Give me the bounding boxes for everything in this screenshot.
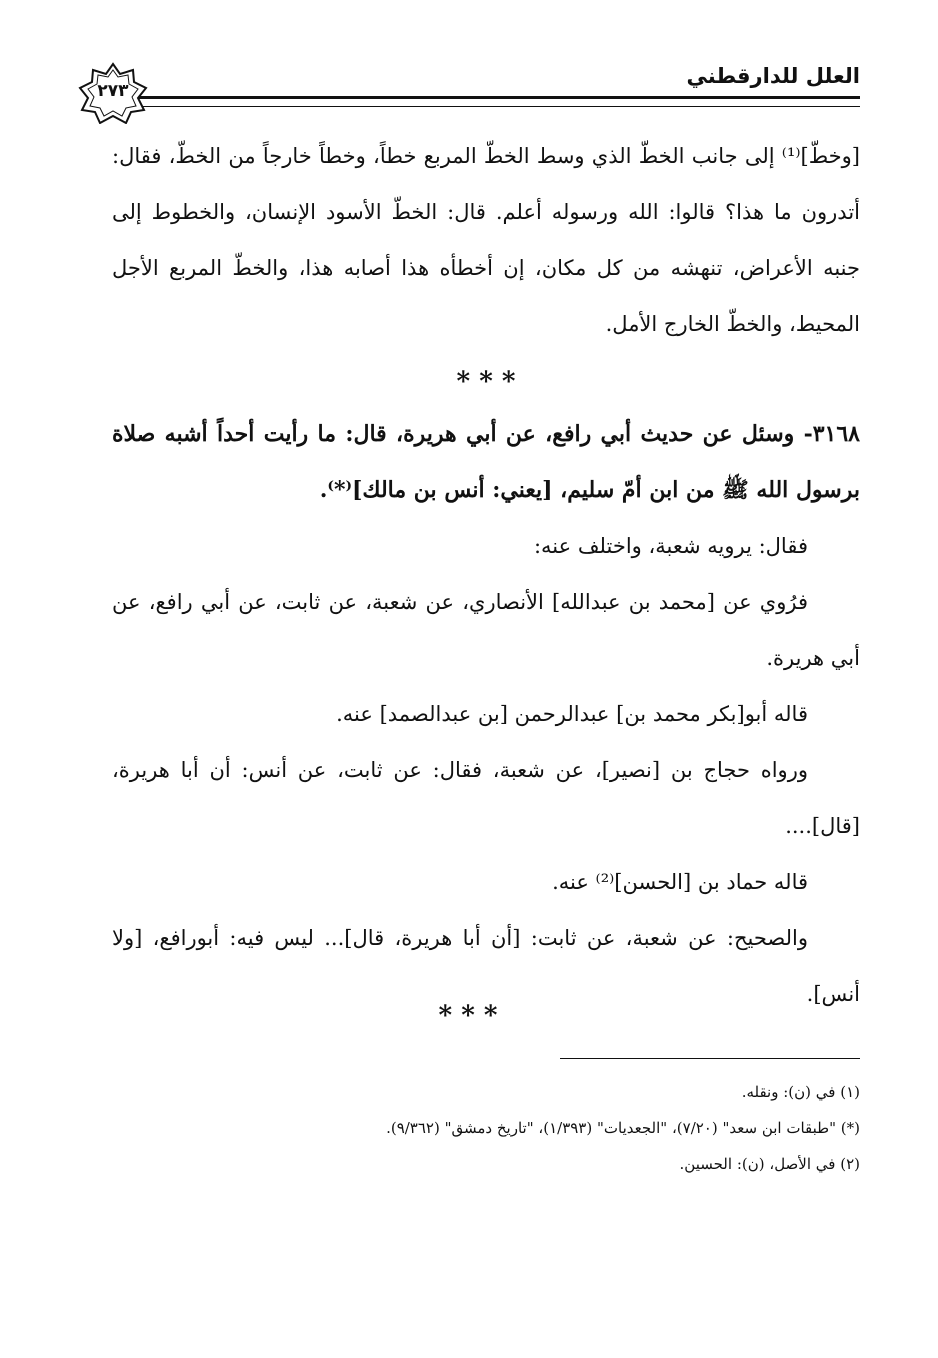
footnote-divider <box>560 1058 860 1059</box>
section-separator: * * * <box>456 367 516 397</box>
end-separator: * * * <box>438 1001 498 1031</box>
answer-line: فقال: يرويه شعبة، واختلف عنه: <box>533 534 808 558</box>
narration-line: قاله حماد بن [الحسن]⁽²⁾ عنه. <box>552 870 808 894</box>
narration-line: قاله أبو[بكر محمد بن] عبدالرحمن [بن عبدالصمد] عنه. <box>336 702 808 726</box>
footnote: (*) "طبقات ابن سعد" (٧/٢٠)، "الجعديات" (١/٣٩٣)، "تاريخ دمشق" (٩/٣٦٢). <box>386 1119 860 1137</box>
narration-line: فرُوي عن [محمد بن عبدالله] الأنصاري، عن شعبة، عن ثابت، عن أبي رافع، عن أبي هريرة. <box>112 590 860 670</box>
question-heading: ٣١٦٨- وسئل عن حديث أبي رافع، عن أبي هريرة، قال: ما رأيت أحداً أشبه صلاة برسول الله ﷺ من ابن أمّ سليم، [يعني: أنس بن مالك]⁽*⁾. <box>112 421 860 503</box>
running-title: العلل للدارقطني <box>686 64 860 88</box>
page-number: ٢٧٣ <box>97 81 129 101</box>
narration-line: ورواه حجاج بن [نصير]، عن شعبة، فقال: عن ثابت، عن أنس: أن أبا هريرة، [قال].... <box>112 758 860 838</box>
footnote: (١) في (ن): ونقله. <box>741 1083 860 1101</box>
intro-paragraph: [وخطّ]⁽¹⁾ إلى جانب الخطّ الذي وسط الخطّ المربع خطاً، وخطاً خارجاً من الخطّ، فقال: أتدرون ما هذا؟ قالوا: الله ورسوله أعلم. قال: الخطّ الأسود الإنسان، والخطوط إلى جنبه الأعراض، تنهشه من كل مكان، إن أخطأه هذا أصابه هذا، والخطّ المربع الأجل المحيط، والخطّ الخارج الأمل. <box>112 144 860 336</box>
footnote: (٢) في الأصل، (ن): الحسين. <box>679 1155 860 1173</box>
page-number-badge <box>78 62 148 124</box>
page-header <box>78 52 860 122</box>
header-rule <box>136 96 860 107</box>
conclusion-line: والصحيح: عن شعبة، عن ثابت: [أن أبا هريرة، قال]... ليس فيه: أبورافع، [ولا أنس]. <box>112 926 860 1006</box>
page-body <box>112 128 860 1022</box>
footnotes <box>112 1074 860 1182</box>
